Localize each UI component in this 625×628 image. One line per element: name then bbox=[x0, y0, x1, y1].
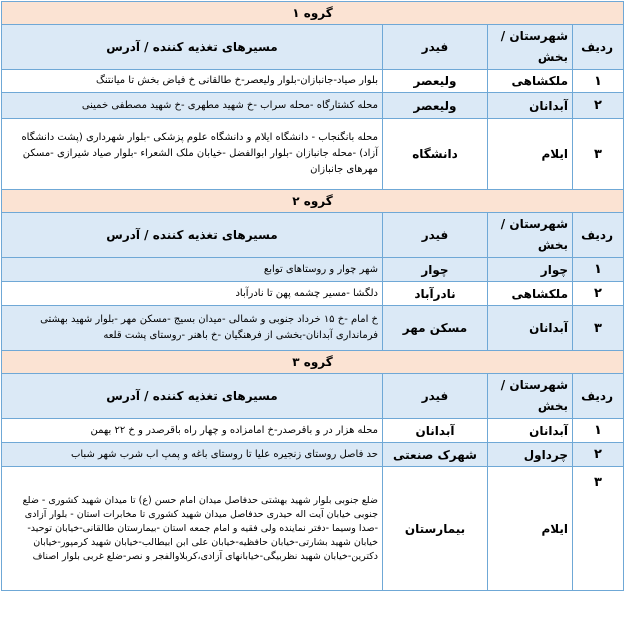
header-row bbox=[2, 374, 624, 419]
header-radif: ردیف bbox=[573, 25, 624, 70]
row-address: شهر چوار و روستاهای توابع bbox=[2, 258, 383, 282]
row-city: ملکشاهی bbox=[488, 282, 573, 306]
row-address: بلوار صیاد-جانبازان-بلوار ولیعصر-خ طالقانی خ فیاض بخش تا میانتنگ bbox=[2, 70, 383, 93]
header-city: شهرستان / بخش bbox=[488, 25, 573, 70]
table-row bbox=[2, 70, 624, 93]
row-address: محله کشتارگاه -محله سراب -خ شهید مطهری -خ شهید مصطفی خمینی bbox=[2, 93, 383, 119]
group-title: گروه ۳ bbox=[2, 351, 624, 374]
row-city: چوار bbox=[488, 258, 573, 282]
table-row bbox=[2, 467, 624, 591]
table-row bbox=[2, 306, 624, 351]
row-feeder: آبدانان bbox=[383, 419, 488, 443]
group-title-row bbox=[2, 190, 624, 213]
header-row bbox=[2, 213, 624, 258]
table-row bbox=[2, 443, 624, 467]
row-radif: ۲ bbox=[573, 282, 624, 306]
row-radif: ۱ bbox=[573, 70, 624, 93]
header-city: شهرستان / بخش bbox=[488, 213, 573, 258]
row-city: آبدانان bbox=[488, 419, 573, 443]
group-title-row bbox=[2, 2, 624, 25]
row-radif: ۳ bbox=[573, 306, 624, 351]
table-row bbox=[2, 93, 624, 119]
header-radif: ردیف bbox=[573, 213, 624, 258]
header-row bbox=[2, 25, 624, 70]
row-city: چرداول bbox=[488, 443, 573, 467]
group-title-row bbox=[2, 351, 624, 374]
row-address: ضلع جنوبی بلوار شهید بهشتی حدفاصل میدان امام حسن (ع) تا میدان شهید کشوری - ضلع جنوبی خیابان آیت اله حیدری حدفاصل میدان شهید کشوری تا مخابرات استان - بلوار آزادی -صدا وسیما -دفتر نماینده ولی فقیه و امام جمعه استان -بیمارستان طالقانی-خیابان توحید-خیابان شهید بشارتی-خیابان حافظیه-خیابان علی ابن ابیطالب-خیابان شهید کرمپور-خیابان دکترین-خیابان شهید نظربیگی-خیابانهای آزادی،کربلاوالفجر و نصر-ضلع غربی بلوار اصناف bbox=[2, 467, 383, 591]
row-address: حد فاصل روستای زنجیره علیا تا روستای باغه و پمپ اب شرب شهر شباب bbox=[2, 443, 383, 467]
row-feeder: بیمارستان bbox=[383, 467, 488, 591]
header-radif: ردیف bbox=[573, 374, 624, 419]
header-address: مسیرهای تغذیه کننده / آدرس bbox=[2, 25, 383, 70]
row-city: آبدانان bbox=[488, 306, 573, 351]
table-row bbox=[2, 282, 624, 306]
header-feeder: فیدر bbox=[383, 25, 488, 70]
row-radif: ۳ bbox=[573, 119, 624, 190]
row-radif: ۱ bbox=[573, 258, 624, 282]
header-feeder: فیدر bbox=[383, 374, 488, 419]
row-feeder: چوار bbox=[383, 258, 488, 282]
row-address: دلگشا -مسیر چشمه پهن تا نادرآباد bbox=[2, 282, 383, 306]
row-city: ایلام bbox=[488, 467, 573, 591]
row-radif: ۱ bbox=[573, 419, 624, 443]
row-radif: ۲ bbox=[573, 93, 624, 119]
row-address: محله بانگنجاب - دانشگاه ایلام و دانشگاه علوم پزشکی -بلوار شهرداری (پشت دانشگاه آزاد) -محله جانبازان -بلوار ابوالفضل -خیابان ملک الشعراء -بلوار صیاد شیرازی -مسکن مهرهای جانبازان bbox=[2, 119, 383, 190]
outage-schedule-table bbox=[1, 1, 624, 591]
header-city: شهرستان / بخش bbox=[488, 374, 573, 419]
row-address: محله هزار در و باقرصدر-خ امامزاده و چهار راه باقرصدر و خ ۲۲ بهمن bbox=[2, 419, 383, 443]
row-city: آبدانان bbox=[488, 93, 573, 119]
table-row bbox=[2, 419, 624, 443]
header-feeder: فیدر bbox=[383, 213, 488, 258]
table-row bbox=[2, 258, 624, 282]
row-feeder: مسکن مهر bbox=[383, 306, 488, 351]
row-feeder: شهرک صنعتی bbox=[383, 443, 488, 467]
group-title: گروه ۲ bbox=[2, 190, 624, 213]
group-title: گروه ۱ bbox=[2, 2, 624, 25]
row-radif: ۳ bbox=[573, 467, 624, 591]
row-feeder: ولیعصر bbox=[383, 70, 488, 93]
row-feeder: نادرآباد bbox=[383, 282, 488, 306]
table-row bbox=[2, 119, 624, 190]
row-city: ملکشاهی bbox=[488, 70, 573, 93]
row-city: ایلام bbox=[488, 119, 573, 190]
row-feeder: دانشگاه bbox=[383, 119, 488, 190]
row-radif: ۲ bbox=[573, 443, 624, 467]
header-address: مسیرهای تغذیه کننده / آدرس bbox=[2, 374, 383, 419]
header-address: مسیرهای تغذیه کننده / آدرس bbox=[2, 213, 383, 258]
row-feeder: ولیعصر bbox=[383, 93, 488, 119]
row-address: خ امام -خ ۱۵ خرداد جنوبی و شمالی -میدان بسیج -مسکن مهر -بلوار شهید بهشتی فرمانداری آبدانان-بخشی از فرهنگیان -خ باهنر -روستای پشت قلعه bbox=[2, 306, 383, 351]
